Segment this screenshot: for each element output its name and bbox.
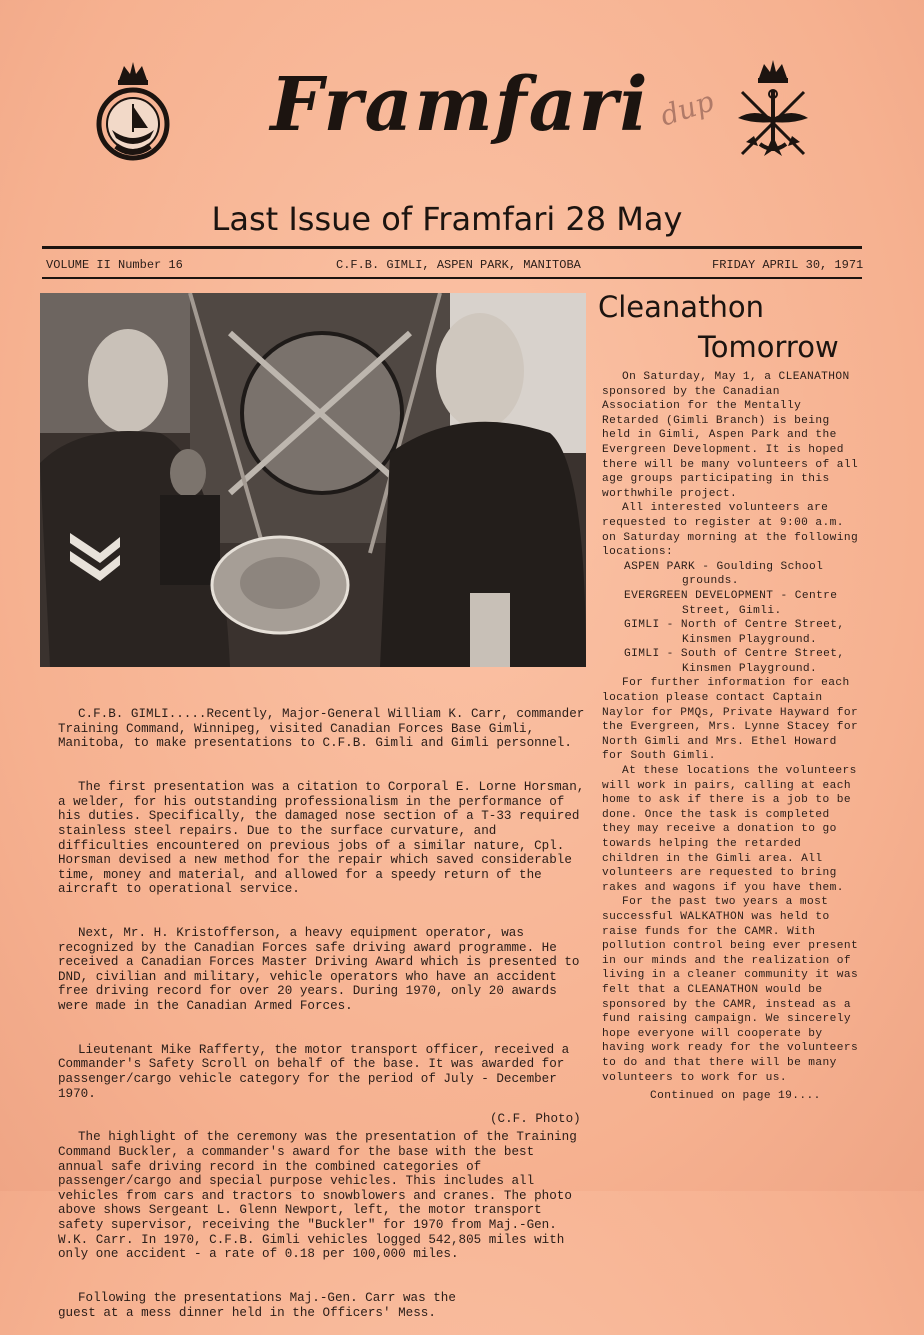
side-intro-1: On Saturday, May 1, a CLEANATHON sponsored by the Canadian Association for the Mentally Retarded (Gimli Branch) is being held in Gimli, Aspen Park and the Evergreen Development. It is hoped there will be many volunteers of all age groups participating in this worthwhile project. xyxy=(602,371,859,500)
location-item xyxy=(602,589,862,618)
location-name: ASPEN PARK - Goulding School xyxy=(624,560,824,573)
presentation-photo xyxy=(40,293,586,667)
handwritten-note: dup xyxy=(656,84,718,133)
side-title-line-1: Cleanathon xyxy=(598,290,764,324)
bottom-rule xyxy=(42,277,862,279)
newspaper-title: Framfari xyxy=(270,62,650,148)
main-paragraph-2: The first presentation was a citation to Corporal E. Lorne Horsman, a welder, for his outstanding professionalism in the performance of his duties. Specifically, the damaged nose section of a T-33 required stainless steel repairs. Due to the surface curvature, and difficulties encountered on previous jobs of a similar nature, Cpl. Horsman devised a new method for the repair which saved considerable time, money and material, and allowed for a speedy return of the aircraft to operational service. xyxy=(58,780,592,897)
volume-number: VOLUME II Number 16 xyxy=(46,258,183,272)
main-paragraph-5: The highlight of the ceremony was the presentation of the Training Command Buckler, a commander's award for the base with the best annual safe driving record in the combined categories of passenger/cargo and special purpose vehicles. This includes all vehicles from cars and tractors to snowblowers and cranes. The photo above shows Sergeant L. Glenn Newport, left, the motor transport safety supervisor, receiving the "Buckler" for 1970 from Maj.-Gen. W.K. Carr. In 1970, C.F.B. Gimli vehicles logged 542,805 miles with only one accident - a rate of 0.18 per 100,000 miles. xyxy=(58,1130,585,1262)
main-article xyxy=(58,678,592,1335)
dateline-date: FRIDAY APRIL 30, 1971 xyxy=(712,258,864,272)
top-rule xyxy=(42,246,862,249)
location-detail: Street, Gimli. xyxy=(682,604,782,617)
location-name: EVERGREEN DEVELOPMENT - Centre xyxy=(624,589,838,602)
main-paragraph-1: C.F.B. GIMLI.....Recently, Major-General William K. Carr, commander Training Command, Winnipeg, visited Canadian Forces Base Gimli, Manitoba, to make presentations to C.F.B. Gimli and Gimli personnel. xyxy=(58,707,592,751)
side-body-3: For the past two years a most successful WALKATHON was held to raise funds for the CAMR. With pollution control being ever present in our minds and the realization of living in a cleaner community it was felt that a CLEANATHON would be sponsored by the CAMR, instead as a fund raising campaign. We sincerely hope everyone will cooperate by having work ready for the volunteers to do and that there will be many volunteers to work for us. xyxy=(602,896,859,1084)
side-body-2: At these locations the volunteers will work in pairs, calling at each home to ask if there is a job to be done. Once the task is completed they may receive a donation to go towards helping the retarded children in the Gimli area. All volunteers are requested to bring rakes and wagons if you have them. xyxy=(602,765,857,894)
side-article xyxy=(602,370,862,1104)
dateline-place: C.F.B. GIMLI, ASPEN PARK, MANITOBA xyxy=(336,258,581,272)
location-detail: Kinsmen Playground. xyxy=(682,662,818,675)
location-item xyxy=(602,647,862,676)
location-detail: grounds. xyxy=(682,575,739,588)
main-paragraph-6: Following the presentations Maj.-Gen. Carr was the guest at a mess dinner held in the Officers' Mess. xyxy=(58,1290,464,1320)
location-item xyxy=(602,560,862,589)
location-name: GIMLI - South of Centre Street, xyxy=(624,648,845,661)
side-title-line-2: Tomorrow xyxy=(698,330,839,364)
canadian-forces-crest-icon xyxy=(734,58,812,166)
side-body-1: For further information for each location please contact Captain Naylor for PMQs, Private Hayward for the Evergreen, Mrs. Lynne Stacey for North Gimli and Mrs. Ethel Howard for South Gimli. xyxy=(602,677,859,763)
location-item xyxy=(602,618,862,647)
main-paragraph-4: Lieutenant Mike Rafferty, the motor transport officer, received a Commander's Safety Scroll on behalf of the base. It was awarded for passenger/cargo vehicle category for the period of July - December 1970. xyxy=(58,1042,577,1101)
location-detail: Kinsmen Playground. xyxy=(682,633,818,646)
main-paragraph-3: Next, Mr. H. Kristofferson, a heavy equipment operator, was recognized by the Canadian Forces safe driving award programme. He received a Canadian Forces Master Driving Award which is presented to DND, civilian and military, vehicle operators who have an accident free driving record for over 20 years. During 1970, only 20 awards were made in the Canadian Armed Forces. xyxy=(58,926,588,1014)
gimli-crest-icon xyxy=(94,58,172,166)
photo-credit: (C.F. Photo) xyxy=(490,1112,581,1126)
headline: Last Issue of Framfari 28 May xyxy=(211,200,683,238)
location-name: GIMLI - North of Centre Street, xyxy=(624,619,845,632)
side-intro-2: All interested volunteers are requested to register at 9:00 a.m. on Saturday morning at the following locations: xyxy=(602,502,859,559)
continued-note: Continued on page 19.... xyxy=(650,1090,821,1103)
